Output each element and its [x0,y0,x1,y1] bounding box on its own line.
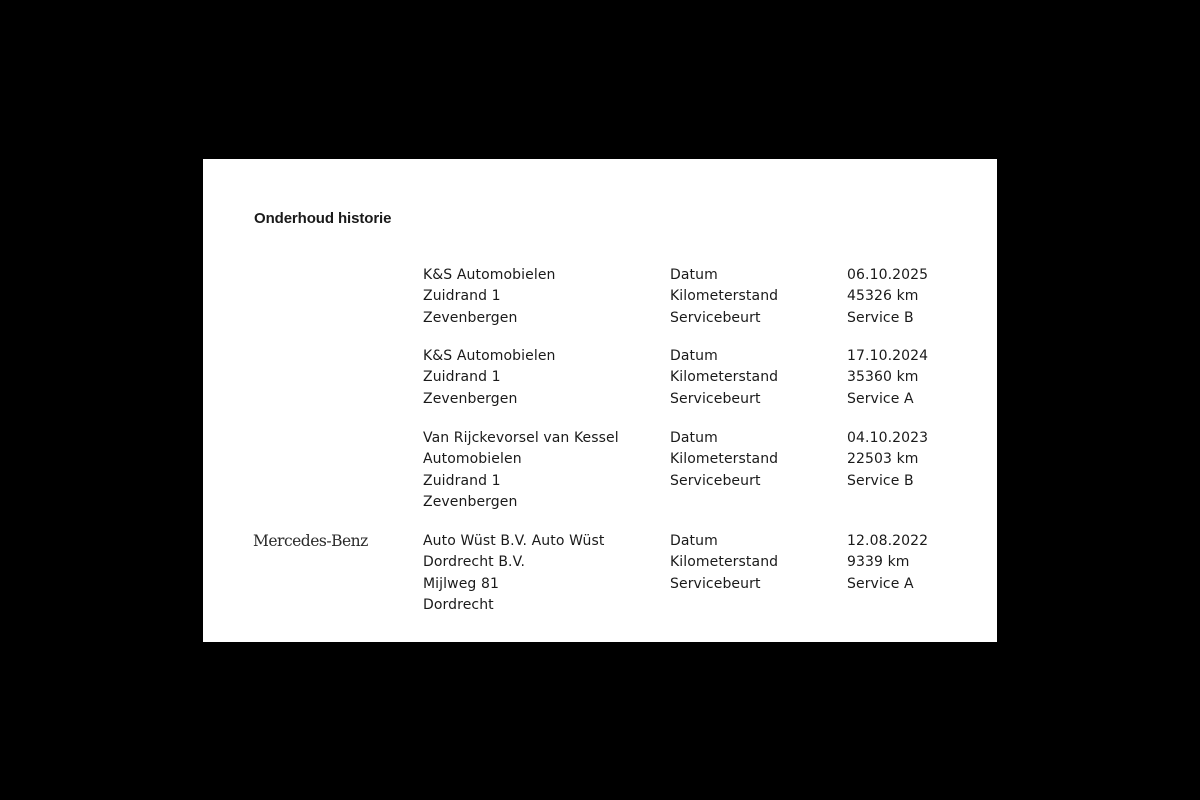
service-value: Service B [847,309,914,326]
maintenance-history-card [203,159,997,642]
field-values [847,346,987,410]
mileage-label: Kilometerstand [670,288,779,305]
field-labels [670,531,840,595]
service-label: Servicebeurt [670,575,761,592]
dealer-street: Zuidrand 1 [423,369,501,386]
dealer-name: Auto Wüst B.V. Auto Wüst [423,533,605,549]
date-label: Datum [670,267,718,283]
dealer-street: Mijlweg 81 [423,575,499,592]
mileage-value: 22503 km [847,451,919,468]
mileage-value: 35360 km [847,369,919,386]
dealer-address [423,346,663,410]
service-label: Servicebeurt [670,390,761,407]
dealer-address [423,531,663,616]
date-label: Datum [670,533,718,549]
section-title: Onderhoud historie [254,210,392,227]
date-label: Datum [670,430,718,446]
dealer-name: K&S Automobielen [423,267,556,283]
dealer-street: Zuidrand 1 [423,288,501,305]
dealer-city: Zevenbergen [423,309,518,326]
date-value: 17.10.2024 [847,348,929,364]
dealer-name-cont: Dordrecht B.V. [423,554,525,571]
mercedes-benz-logo: Mercedes-Benz [253,532,368,550]
dealer-name: Van Rijckevorsel van Kessel [423,430,619,446]
dealer-street: Zuidrand 1 [423,472,501,489]
field-values [847,265,987,329]
dealer-city: Zevenbergen [423,390,518,407]
mileage-value: 9339 km [847,554,910,571]
service-value: Service A [847,575,914,592]
date-label: Datum [670,348,718,364]
service-value: Service A [847,390,914,407]
dealer-city: Dordrecht [423,596,494,613]
field-values [847,531,987,595]
field-labels [670,265,840,329]
dealer-name-cont: Automobielen [423,451,522,468]
dealer-address [423,428,663,513]
field-labels [670,428,840,492]
dealer-city: Zevenbergen [423,493,518,510]
service-value: Service B [847,472,914,489]
date-value: 04.10.2023 [847,430,929,446]
service-label: Servicebeurt [670,309,761,326]
mileage-label: Kilometerstand [670,369,779,386]
mileage-value: 45326 km [847,288,919,305]
service-label: Servicebeurt [670,472,761,489]
date-value: 12.08.2022 [847,533,929,549]
field-labels [670,346,840,410]
dealer-name: K&S Automobielen [423,348,556,364]
field-values [847,428,987,492]
date-value: 06.10.2025 [847,267,929,283]
mileage-label: Kilometerstand [670,554,779,571]
mileage-label: Kilometerstand [670,451,779,468]
dealer-address [423,265,663,329]
